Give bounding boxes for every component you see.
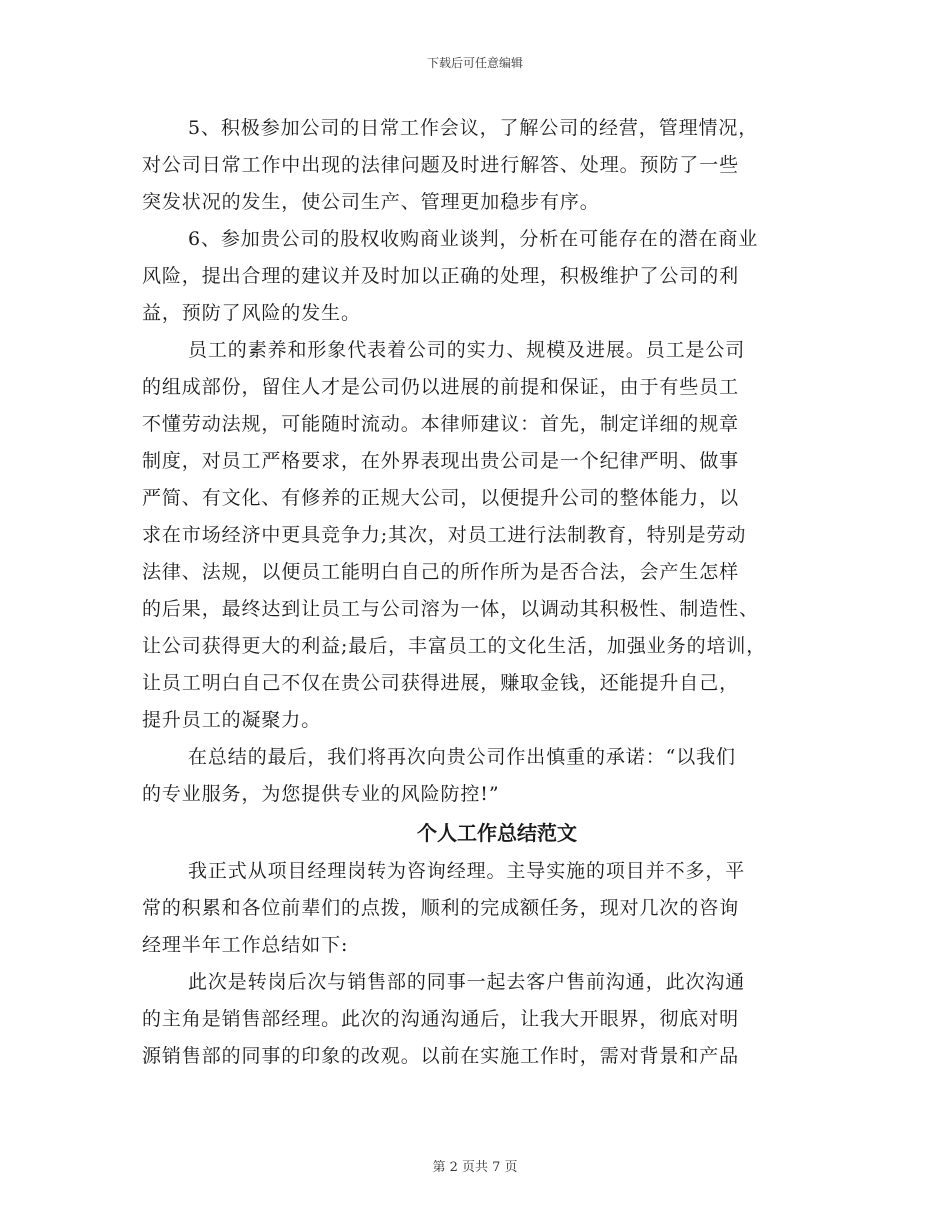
- page-header: 下载后可任意编辑: [426, 56, 523, 70]
- paragraph-line: 在总结的最后，我们将再次向贵公司作出慎重的承诺：“以我们: [188, 746, 736, 768]
- paragraph-line: 的后果，最终达到让员工与公司溶为一体，以调动其积极性、制造性、: [142, 598, 759, 620]
- paragraph-line: 益，预防了风险的发生。: [142, 302, 361, 324]
- paragraph-line: 此次是转岗后次与销售部的同事一起去客户售前沟通，此次沟通: [188, 971, 746, 993]
- section-title: 个人工作总结范文: [417, 821, 577, 845]
- paragraph-line: 的组成部份，留住人才是公司仍以进展的前提和保证，由于有些员工: [142, 376, 740, 398]
- paragraph-line: 让公司获得更大的利益;最后，丰富员工的文化生活，加强业务的培训，: [142, 635, 767, 657]
- paragraph-line: 严简、有文化、有修养的正规大公司，以便提升公司的整体能力，以: [142, 487, 740, 509]
- paragraph-line: 风险，提出合理的建议并及时加以正确的处理，积极维护了公司的利: [142, 265, 740, 287]
- paragraph-line: 的专业服务，为您提供专业的风险防控!”: [142, 783, 500, 805]
- page-footer: 第 2 页共 7 页: [432, 1160, 518, 1175]
- paragraph-line: 不懂劳动法规，可能随时流动。本律师建议：首先，制定详细的规章: [142, 413, 740, 435]
- paragraph-line: 让员工明白自己不仅在贵公司获得进展，赚取金钱，还能提升自己，: [142, 672, 740, 694]
- paragraph-line: 求在市场经济中更具竞争力;其次，对员工进行法制教育，特别是劳动: [142, 524, 747, 546]
- paragraph-line: 常的积累和各位前辈们的点拨，顺利的完成额任务，现对几次的咨询: [142, 897, 740, 919]
- paragraph-line: 经理半年工作总结如下:: [142, 934, 349, 956]
- paragraph-line: 对公司日常工作中出现的法律问题及时进行解答、处理。预防了一些: [142, 154, 740, 176]
- paragraph-line: 员工的素养和形象代表着公司的实力、规模及进展。员工是公司: [188, 339, 746, 361]
- document-body: [142, 110, 812, 1075]
- paragraph-line: 6、参加贵公司的股权收购商业谈判，分析在可能存在的潜在商业: [188, 228, 759, 250]
- paragraph-line: 制度，对员工严格要求，在外界表现出贵公司是一个纪律严明、做事: [142, 450, 740, 472]
- paragraph-line: 我正式从项目经理岗转为咨询经理。主导实施的项目并不多，平: [188, 860, 746, 882]
- paragraph-line: 法律、法规，以便员工能明白自己的所作所为是否合法，会产生怎样: [142, 561, 740, 583]
- paragraph-line: 源销售部的同事的印象的改观。以前在实施工作时，需对背景和产品: [142, 1045, 740, 1067]
- paragraph-line: 突发状况的发生，使公司生产、管理更加稳步有序。: [142, 191, 600, 213]
- paragraph-line: 提升员工的凝聚力。: [142, 709, 322, 731]
- paragraph-line: 的主角是销售部经理。此次的沟通沟通后，让我大开眼界，彻底对明: [142, 1008, 740, 1030]
- paragraph-line: 5、积极参加公司的日常工作会议，了解公司的经营，管理情况，: [188, 117, 759, 139]
